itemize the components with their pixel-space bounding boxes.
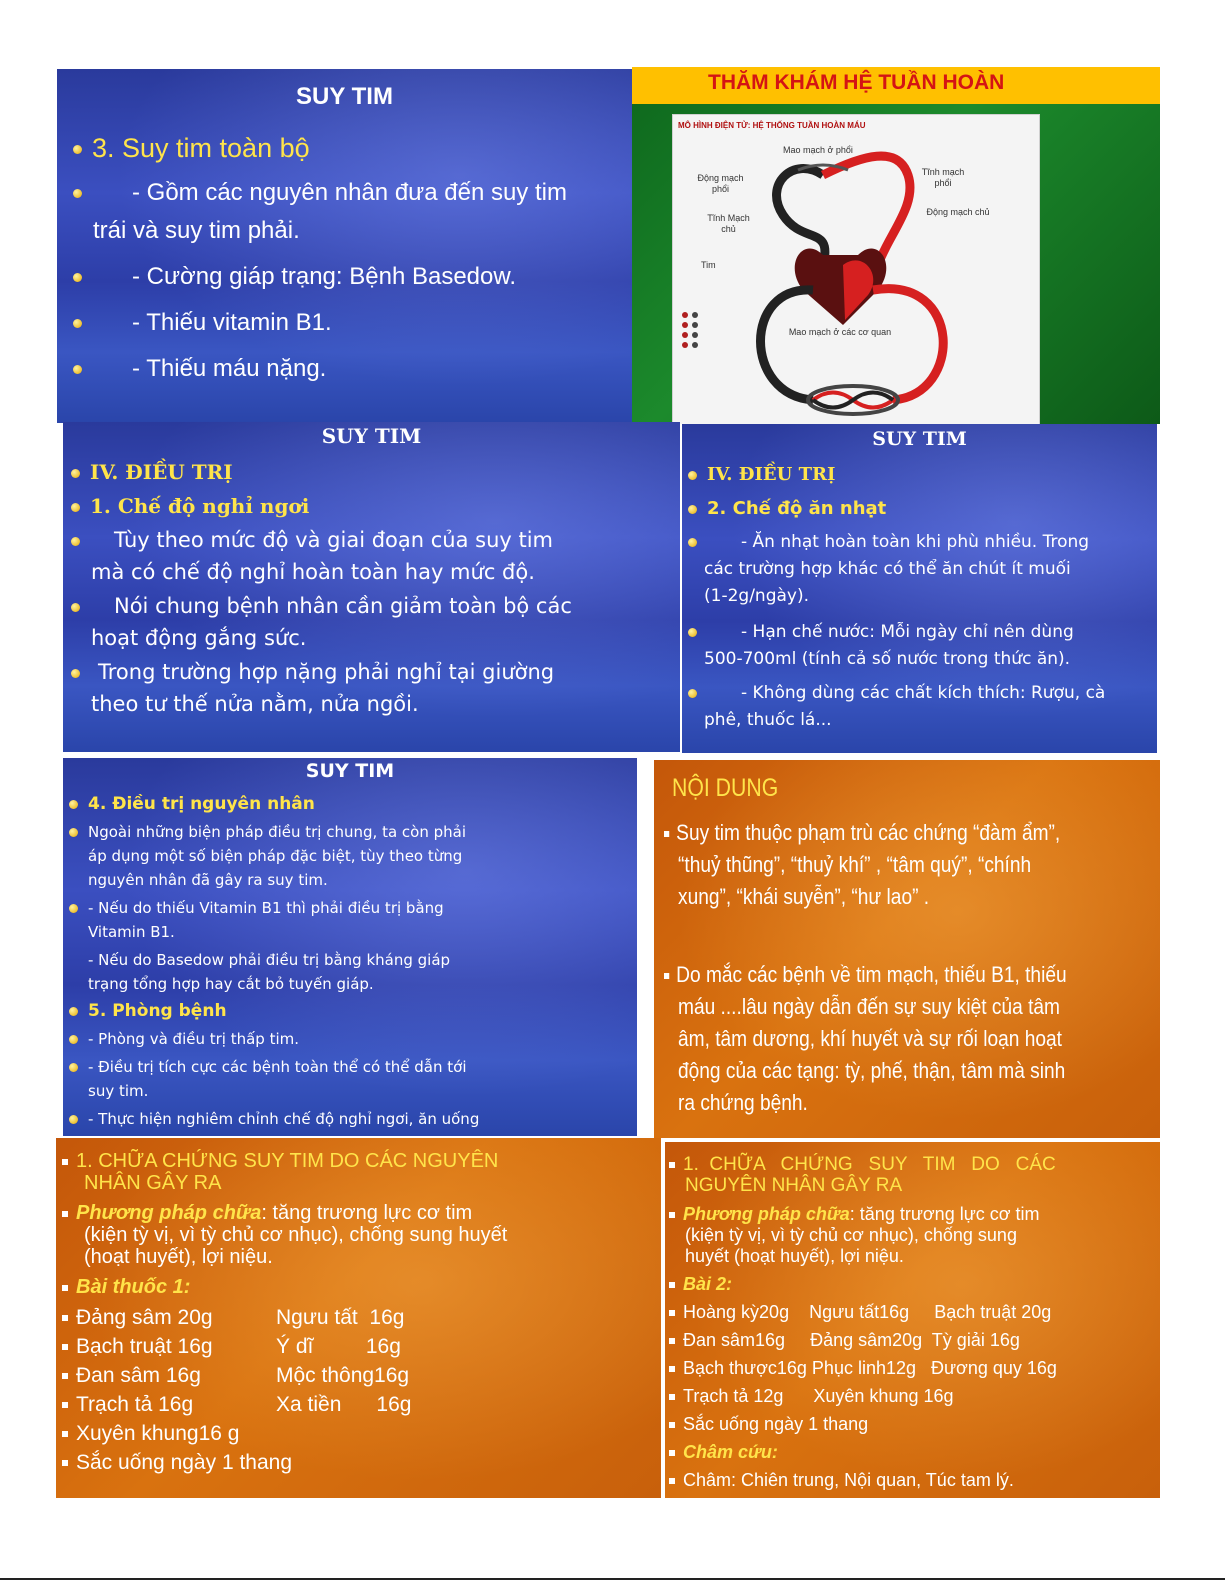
text-line [664,820,1060,846]
slide-title-line: NHÂN GÂY RA [84,1172,222,1194]
herb-line-text: Trạch tả 12g Xuyên khung 16g [683,1386,954,1406]
bullet-icon [69,828,78,837]
bullet-icon [688,538,697,547]
line-text: : tăng trương lực cơ tim [849,1204,1040,1224]
label-organ-capillaries: Mao mạch ở các cơ quan [788,327,892,337]
section-heading [71,460,233,484]
herb-row [62,1364,409,1388]
bullet-icon [669,1162,675,1168]
slide-title-line [62,1150,498,1173]
line-text: Trong trường hợp nặng phải nghỉ tại giường [98,660,555,684]
heading-text: 5. Phòng bệnh [88,1001,227,1021]
slide-bai-thuoc-2 [665,1142,1160,1498]
herb-name: Xuyên khung16 g [76,1422,240,1445]
herb-line-text: Hoàng kỳ20g Ngưu tất16g Bạch truật 20g [683,1302,1052,1322]
herb-name: Đan sâm 16g [76,1364,201,1387]
bullet-icon [69,800,78,809]
bullet-icon [62,1285,68,1291]
slide-title: SUY TIM [305,760,395,782]
herb-line-text: Đan sâm16g Đảng sâm20g Tỳ giải 16g [683,1330,1020,1350]
text-line: nguyên nhân đã gây ra suy tim. [88,871,328,889]
section-heading [688,464,835,485]
herb-line-text: Sắc uống ngày 1 thang [683,1414,869,1434]
herb-row [669,1302,1051,1323]
bullet-icon [73,145,82,154]
heading-text: 3. Suy tim toàn bộ [92,133,310,163]
label-pulmonary-artery: Động mạch phổi [697,173,744,194]
slide-title: NỘI DUNG [672,774,779,802]
bullet-icon [71,537,80,546]
text-line [73,309,332,337]
poster-title: MÔ HÌNH ĐIỆN TỬ: HỆ THỐNG TUẦN HOÀN MÁU [678,121,866,130]
bullet-icon [62,1460,68,1466]
acupuncture-label [669,1442,778,1463]
bullet-icon [688,505,697,514]
label-pulmonary-vein: Tĩnh mạch phổi [921,167,965,188]
section-heading [69,794,315,814]
bullet-icon [664,973,669,979]
text-line [69,823,466,841]
herb-name: Bạch truật 16g [76,1335,213,1358]
bullet-icon [669,1478,675,1484]
bullet-icon [669,1450,675,1456]
heading-text: 2. Chế độ ăn nhạt [707,498,887,519]
text-line: huyết (hoạt huyết), lợi niệu. [685,1246,904,1266]
circulation-poster [672,114,1040,424]
slide-title: SUY TIM [872,428,967,450]
text-line: hoạt động gắng sức. [91,626,307,650]
heading-text: IV. ĐIỀU TRỊ [90,460,233,484]
slide-noi-dung [654,760,1160,1138]
text-line: (kiện tỳ vị, vì tỳ chủ cơ nhục), chống sung [685,1225,1017,1245]
text-line [669,1470,1014,1491]
method-line [669,1204,1040,1225]
bullet-icon [69,1063,78,1072]
bullet-icon [669,1282,675,1288]
slide-che-do-nghi-ngoi [63,422,680,752]
line-text: Do mắc các bệnh về tim mạch, thiếu B1, thiếu [676,962,1067,987]
slide-title: SUY TIM [296,83,393,110]
green-background [632,104,1160,424]
label-aorta: Động mạch chủ [926,207,990,217]
slide-che-do-an-nhat [682,424,1157,753]
bullet-icon [62,1431,68,1437]
line-text: - Không dùng các chất kích thích: Rượu, cà [741,683,1106,703]
text-line [73,179,567,207]
text-line: mà có chế độ nghỉ hoàn toàn hay mức độ. [91,560,535,584]
bullet-icon [73,365,82,374]
bullet-icon [69,1007,78,1016]
circulation-diagram [673,115,1039,424]
text-line: ra chứng bệnh. [678,1090,808,1115]
slide-header-bar [632,67,1160,104]
bullet-icon [62,1315,68,1321]
line-text: - Ăn nhạt hoàn toàn khi phù nhiều. Trong [741,532,1090,552]
line-text: - Thực hiện nghiêm chỉnh chế độ nghỉ ngơi, ăn uống [88,1110,480,1128]
bullet-icon [73,189,82,198]
sub-heading [688,498,886,519]
text-line: áp dụng một số biện pháp đặc biệt, tùy theo từng [88,847,463,865]
recipe-label-text: Bài thuốc 1: [76,1276,191,1298]
slide-title-line: NGUYÊN NHÂN GÂY RA [685,1175,903,1196]
herb-name: Ý dĩ 16g [276,1335,401,1358]
bullet-icon [688,628,697,637]
bullet-icon [669,1310,675,1316]
title-text: 1. CHỮA CHỨNG SUY TIM DO CÁC NGUYÊN [76,1150,499,1172]
bullet-icon [669,1338,675,1344]
text-line [688,622,1074,642]
herb-row [669,1414,868,1435]
line-text: - Gồm các nguyên nhân đưa đến suy tim [132,179,567,206]
slide-dieu-tri-nguyen-nhan [63,758,637,1136]
text-line: 500-700ml (tính cả số nước trong thức ăn). [704,649,1071,669]
text-line [69,1030,299,1048]
herb-row [62,1335,401,1359]
label-lung-capillaries: Mao mạch ở phổi [783,145,853,155]
text-line: (1-2g/ngày). [704,586,809,606]
text-line [62,1451,292,1475]
slide-tham-kham-he-tuan-hoan [632,67,1160,424]
line-text: Ngoài những biện pháp điều trị chung, ta còn phải [88,823,466,841]
herb-row [669,1386,954,1407]
herb-name: Trạch tả 16g [76,1393,194,1416]
bullet-icon [688,471,697,480]
text-line: trạng tổng hợp hay cắt bỏ tuyến giáp. [88,975,374,993]
title-text: 1. CHỮA CHỨNG SUY TIM DO CÁC [683,1154,1056,1175]
heading-text: IV. ĐIỀU TRỊ [707,464,836,485]
line-text: - Phòng và điều trị thấp tim. [88,1030,300,1048]
recipe-label [62,1276,190,1299]
herb-name: Xa tiền 16g [276,1393,412,1416]
line-text: Tùy theo mức độ và giai đoạn của suy tim [114,528,554,552]
bullet-icon [62,1211,68,1217]
text-line: - Nếu do Basedow phải điều trị bằng kháng giáp [88,951,451,969]
text-line [71,594,572,618]
text-line: các trường hợp khác có thể ăn chút ít muối [704,559,1071,579]
herb-row [62,1306,404,1330]
slide-bai-thuoc-1 [56,1138,661,1498]
text-line [73,263,516,291]
bullet-icon [669,1394,675,1400]
text-line [69,1110,479,1128]
section-heading [69,1001,227,1021]
bullet-icon [71,669,80,678]
text-line: (hoạt huyết), lợi niệu. [84,1246,273,1268]
slide-title: SUY TIM [321,424,422,448]
line-text: - Điều trị tích cực các bệnh toàn thể có thể dẫn tới [88,1058,467,1076]
label-heart: Tim [701,260,716,270]
herb-name: Ngưu tất 16g [276,1306,405,1329]
bullet-icon [73,273,82,282]
slide-header-title: THĂM KHÁM HỆ TUẦN HOÀN [708,71,1005,94]
line-text: - Thiếu vitamin B1. [132,309,332,336]
sub-heading [71,494,309,518]
text-line: máu ....lâu ngày dẫn đến sự suy kiệt của tâm [678,994,1060,1019]
recipe-label-text: Bài 2: [683,1274,733,1294]
page-bottom-rule [0,1578,1225,1580]
slide-title-line [669,1154,1056,1176]
method-label: Phương pháp chữa [76,1202,262,1224]
line-text: Sắc uống ngày 1 thang [76,1451,293,1474]
method-label: Phương pháp chữa [683,1204,850,1224]
label-vena-cava: Tĩnh Mạch chủ [707,213,750,234]
text-line: (kiện tỳ vị, vì tỳ chủ cơ nhục), chống sung huyết [84,1224,508,1246]
bullet-icon [669,1422,675,1428]
recipe-label [669,1274,732,1295]
bullet-icon [62,1402,68,1408]
text-line: âm, tâm dương, khí huyết và sự rối loạn hoạt [678,1026,1062,1051]
text-line [688,532,1089,552]
bullet-icon [69,1035,78,1044]
bullet-icon [71,603,80,612]
text-line [71,660,554,684]
herb-row [62,1422,239,1446]
bullet-icon [669,1366,675,1372]
bullet-icon [71,503,80,512]
heading-text: 4. Điều trị nguyên nhân [88,794,315,814]
bullet-icon [669,1212,675,1218]
heading [73,133,310,164]
herb-row [669,1330,1020,1351]
line-text: Suy tim thuộc phạm trù các chứng “đàm ẩm”, [676,820,1061,845]
line-text: Châm: Chiên trung, Nội quan, Túc tam lý. [683,1470,1014,1490]
text-line: “thuỷ thũng”, “thuỷ khí” , “tâm quý”, “chính [678,852,1032,877]
text-line [71,528,553,552]
text-line: xung”, “khái suyễn”, “hư lao” . [678,884,930,909]
text-line: phê, thuốc lá... [704,710,832,730]
acupuncture-label-text: Châm cứu: [683,1442,778,1462]
heading-text: 1. Chế độ nghỉ ngơi [90,494,310,518]
herb-name: Đảng sâm 20g [76,1306,213,1329]
line-text: : tăng trương lực cơ tim [261,1202,473,1224]
bullet-icon [62,1159,68,1165]
bullet-icon [69,1115,78,1124]
text-line: Vitamin B1. [88,923,175,941]
line-text: - Hạn chế nước: Mỗi ngày chỉ nên dùng [741,622,1074,642]
bullet-icon [664,831,669,837]
bullet-icon [62,1344,68,1350]
bullet-icon [688,689,697,698]
herb-row [669,1358,1057,1379]
line-text: Nói chung bệnh nhân cần giảm toàn bộ các [114,594,572,618]
herb-line-text: Bạch thược16g Phục linh12g Đương quy 16g [683,1358,1057,1378]
method-line [62,1202,472,1225]
bullet-icon [71,469,80,478]
text-line [73,355,326,383]
bullet-icon [73,319,82,328]
text-line: theo tư thế nửa nằm, nửa ngồi. [91,692,419,716]
text-line: trái và suy tim phải. [93,217,300,244]
herb-row [62,1393,411,1417]
line-text: - Thiếu máu nặng. [132,355,327,382]
line-text: - Nếu do thiếu Vitamin B1 thì phải điều trị bằng [88,899,444,917]
bullet-icon [62,1373,68,1379]
text-line [664,962,1067,988]
text-line [69,1058,467,1076]
slide-suy-tim-toan-bo [57,69,632,423]
text-line [688,683,1105,703]
text-line: động của các tạng: tỳ, phế, thận, tâm mà sinh [678,1058,1066,1083]
text-line: suy tim. [88,1082,149,1100]
bullet-icon [69,904,78,913]
line-text: - Cường giáp trạng: Bệnh Basedow. [132,263,517,290]
herb-name: Mộc thông16g [276,1364,410,1387]
text-line [69,899,444,917]
